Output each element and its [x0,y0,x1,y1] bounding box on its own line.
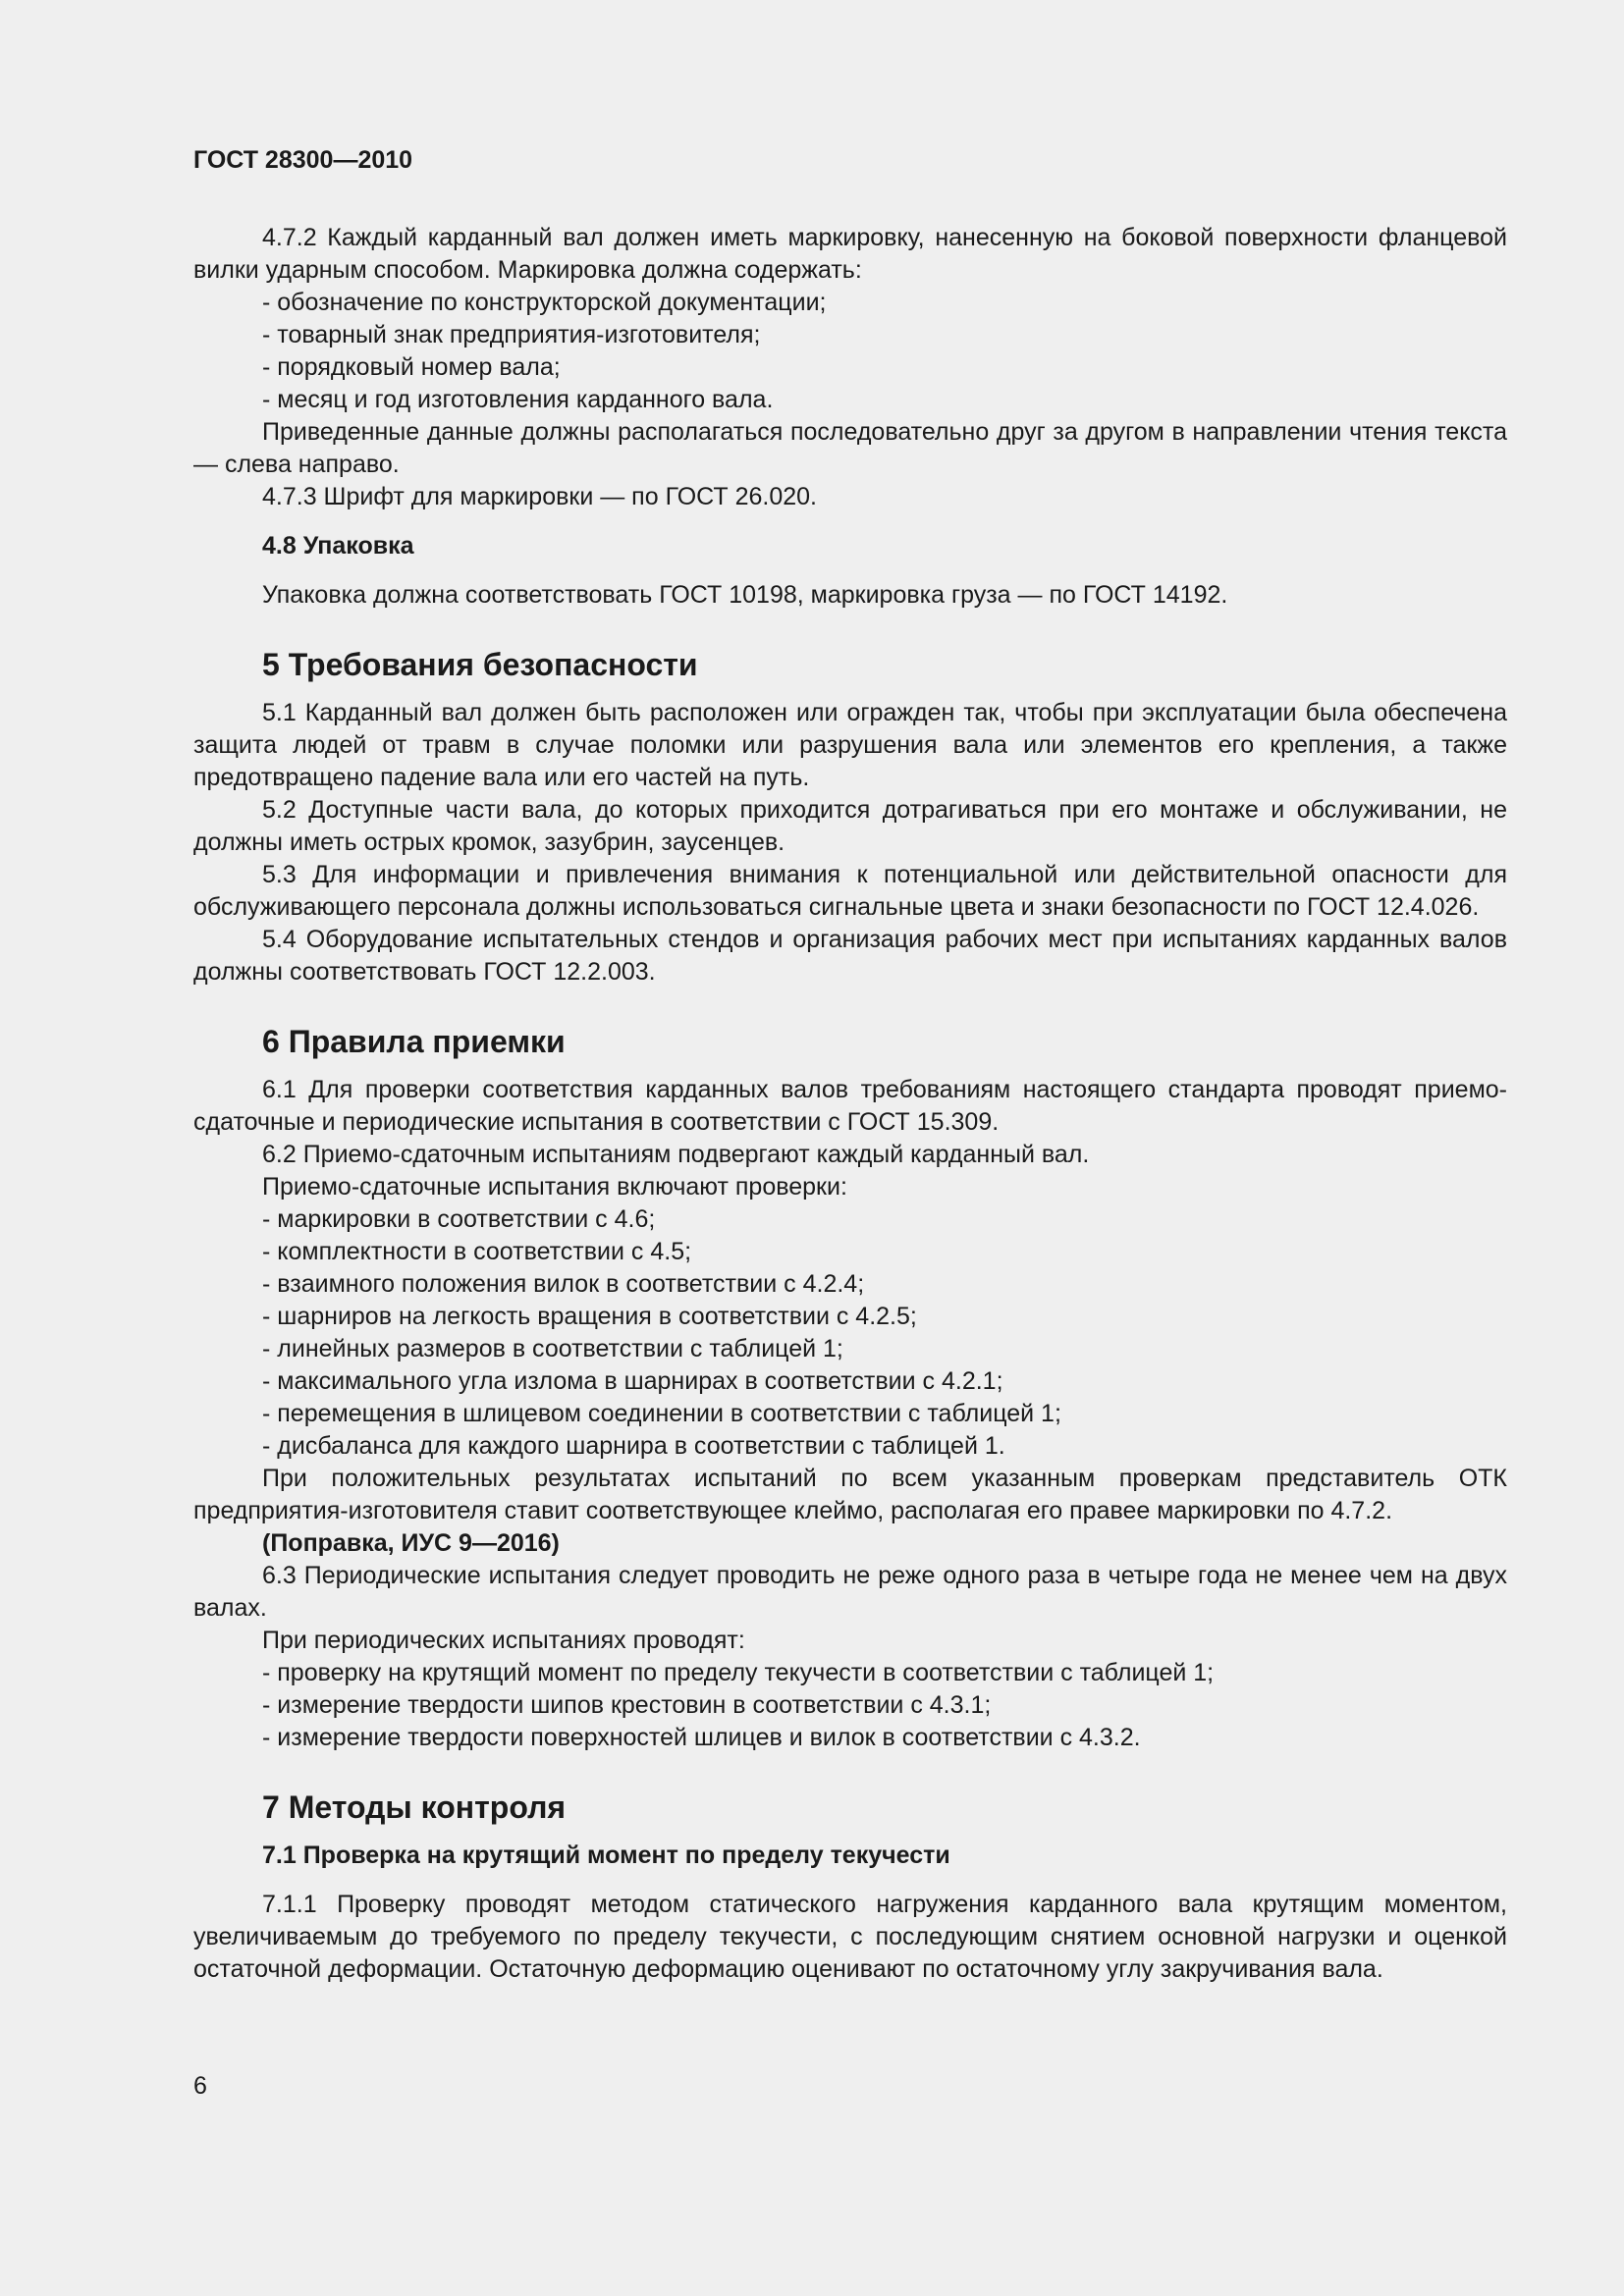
list-item: - месяц и год изготовления карданного вала. [262,386,774,413]
paragraph-6-1: 6.1 Для проверки соответствия карданных валов требованиям настоящего стандарта проводят приемо-сдаточные и периодические испытания в соответствии с ГОСТ 15.309. [193,1076,1507,1136]
list-item: - максимального угла излома в шарнирах в соответствии с 4.2.1; [262,1367,1003,1395]
paragraph-5-2: 5.2 Доступные части вала, до которых приходится дотрагиваться при его монтаже и обслуживании, не должны иметь острых кромок, зазубрин, заусенцев. [193,796,1507,856]
document-page [193,145,1507,1986]
list-item: - обозначение по конструкторской документации; [262,289,827,316]
list-item: - измерение твердости поверхностей шлицев и вилок в соответствии с 4.3.2. [262,1724,1141,1751]
list-item: - шарниров на легкость вращения в соответствии с 4.2.5; [262,1303,917,1330]
paragraph-5-4: 5.4 Оборудование испытательных стендов и организация рабочих мест при испытаниях карданных валов должны соответствовать ГОСТ 12.2.003. [193,926,1507,986]
list-item: - комплектности в соответствии с 4.5; [262,1238,692,1265]
list-item: - перемещения в шлицевом соединении в соответствии с таблицей 1; [262,1400,1061,1427]
list-item: - измерение твердости шипов крестовин в соответствии с 4.3.1; [262,1691,992,1719]
list-item: - порядковый номер вала; [262,353,561,381]
paragraph-5-3: 5.3 Для информации и привлечения внимания к потенциальной или действительной опасности для обслуживающего персонала должны использоваться сигнальные цвета и знаки безопасности по ГОСТ 12.4.026. [193,861,1507,921]
section-title-6: 6 Правила приемки [262,1024,566,1059]
paragraph-6-2-intro: Приемо-сдаточные испытания включают проверки: [262,1173,847,1201]
paragraph-6-2-after: При положительных результатах испытаний по всем указанным проверкам представитель ОТК предприятия-изготовителя ставит соответствующее клеймо, располагая его правее маркировки по 4.7.2. [193,1465,1507,1524]
paragraph-4-8: Упаковка должна соответствовать ГОСТ 10198, маркировка груза — по ГОСТ 14192. [262,581,1228,609]
section-title-7-1: 7.1 Проверка на крутящий момент по пределу текучести [262,1842,950,1869]
paragraph-4-7-2-after: Приведенные данные должны располагаться последовательно друг за другом в направлении чтения текста — слева направо. [193,418,1507,478]
section-title-5: 5 Требования безопасности [262,647,698,682]
paragraph-6-3-intro: При периодических испытаниях проводят: [262,1627,745,1654]
page-number: 6 [193,2072,207,2100]
section-title-7: 7 Методы контроля [262,1789,567,1825]
paragraph-4-7-2: 4.7.2 Каждый карданный вал должен иметь маркировку, нанесенную на боковой поверхности фланцевой вилки ударным способом. Маркировка должна содержать: [193,224,1507,284]
paragraph-5-1: 5.1 Карданный вал должен быть расположен или огражден так, чтобы при эксплуатации была обеспечена защита людей от травм в случае поломки или разрушения вала или элементов его крепления, а также предотвращено падение вала или его частей на путь. [193,699,1507,791]
list-item: - дисбаланса для каждого шарнира в соответствии с таблицей 1. [262,1432,1005,1460]
paragraph-6-2: 6.2 Приемо-сдаточным испытаниям подвергают каждый карданный вал. [262,1141,1090,1168]
amendment-note: (Поправка, ИУС 9—2016) [262,1529,560,1557]
list-item: - маркировки в соответствии с 4.6; [262,1205,656,1233]
list-item: - линейных размеров в соответствии с таблицей 1; [262,1335,843,1362]
list-item: - товарный знак предприятия-изготовителя; [262,321,761,348]
paragraph-4-7-3: 4.7.3 Шрифт для маркировки — по ГОСТ 26.020. [262,483,818,510]
document-header: ГОСТ 28300—2010 [193,146,413,174]
paragraph-7-1-1: 7.1.1 Проверку проводят методом статического нагружения карданного вала крутящим моментом, увеличиваемым до требуемого по пределу текучести, с последующим снятием основной нагрузки и оценкой остаточной деформации. Остаточную деформацию оценивают по остаточному углу закручивания вала. [193,1891,1507,1983]
list-item: - проверку на крутящий момент по пределу текучести в соответствии с таблицей 1; [262,1659,1215,1686]
paragraph-6-3: 6.3 Периодические испытания следует проводить не реже одного раза в четыре года не менее чем на двух валах. [193,1562,1507,1622]
section-title-4-8: 4.8 Упаковка [262,532,414,560]
list-item: - взаимного положения вилок в соответствии с 4.2.4; [262,1270,865,1298]
